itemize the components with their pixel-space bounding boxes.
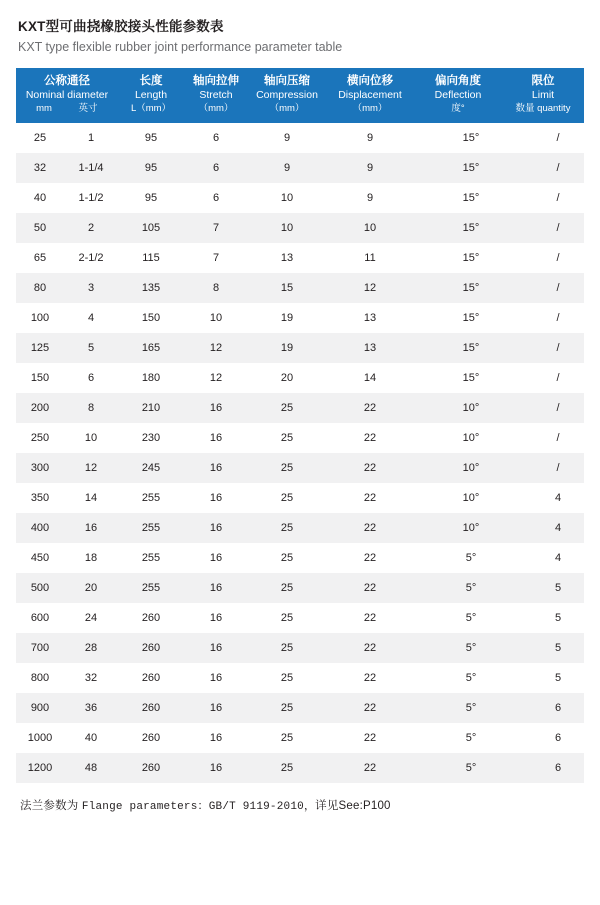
cell-nominal-diameter — [16, 153, 118, 183]
cell-nominal-diameter — [16, 213, 118, 243]
cell-nominal-diameter — [16, 363, 118, 393]
cell-displacement: 22 — [326, 693, 414, 723]
cell-displacement: 22 — [363, 612, 377, 624]
cell-length: 255 — [141, 552, 161, 564]
cell-stretch: 16 — [209, 492, 223, 504]
cell-diameter-inch: 14 — [84, 492, 98, 504]
cell-length: 255 — [118, 573, 184, 603]
cell-length: 260 — [141, 612, 161, 624]
cell-length: 260 — [141, 732, 161, 744]
column-stretch — [184, 68, 248, 123]
cell-diameter-inch: 28 — [84, 642, 98, 654]
column-stretch-zh: 轴向拉伸 — [193, 75, 239, 87]
cell-length: 210 — [118, 393, 184, 423]
cell-displacement: 11 — [364, 252, 376, 264]
page-title-en: KXT type flexible rubber joint performance parameter table — [18, 40, 343, 54]
table-row — [16, 483, 584, 513]
cell-nominal-diameter — [16, 123, 118, 153]
cell-limit: / — [502, 453, 584, 483]
cell-stretch: 7 — [212, 252, 220, 264]
cell-diameter-inch: 36 — [84, 702, 98, 714]
column-nominal-diameter-en: Nominal diameter — [25, 89, 109, 101]
cell-compression: 25 — [280, 432, 294, 444]
table-row — [16, 513, 584, 543]
cell-length: 95 — [144, 192, 158, 204]
cell-nominal-diameter — [16, 693, 118, 723]
cell-diameter-inch: 6 — [87, 372, 95, 384]
cell-compression: 25 — [248, 753, 326, 783]
column-nominal-diameter-unit — [18, 102, 116, 116]
cell-nominal-diameter — [16, 543, 118, 573]
cell-stretch: 16 — [209, 672, 223, 684]
cell-diameter-inch: 1 — [87, 132, 95, 144]
table-row — [16, 753, 584, 783]
cell-stretch: 16 — [184, 513, 248, 543]
cell-nominal-diameter — [16, 303, 118, 333]
footnote — [20, 797, 584, 813]
cell-deflection: 5° — [414, 693, 502, 723]
cell-diameter-inch: 8 — [87, 402, 95, 414]
cell-length: 260 — [118, 693, 184, 723]
cell-displacement: 13 — [326, 333, 414, 363]
cell-deflection: 5° — [465, 612, 477, 624]
cell-displacement: 22 — [326, 573, 414, 603]
cell-nominal-diameter — [16, 663, 118, 693]
cell-stretch: 12 — [184, 333, 248, 363]
cell-length: 95 — [144, 132, 158, 144]
cell-displacement: 22 — [326, 513, 414, 543]
cell-length: 260 — [118, 753, 184, 783]
table-row — [16, 333, 584, 363]
cell-length: 165 — [118, 333, 184, 363]
cell-stretch: 16 — [209, 612, 223, 624]
cell-limit: 4 — [554, 552, 562, 564]
cell-length: 180 — [141, 372, 161, 384]
cell-deflection: 5° — [414, 573, 502, 603]
cell-compression: 19 — [248, 333, 326, 363]
cell-compression: 25 — [248, 693, 326, 723]
cell-stretch: 7 — [184, 213, 248, 243]
cell-limit: / — [556, 312, 560, 324]
page-title-zh: KXT型可曲挠橡胶接头性能参数表 — [18, 19, 224, 34]
cell-limit: / — [556, 252, 560, 264]
cell-compression: 25 — [280, 672, 294, 684]
cell-deflection: 5° — [414, 633, 502, 663]
cell-displacement: 22 — [326, 393, 414, 423]
cell-length: 105 — [118, 213, 184, 243]
column-deflection — [414, 68, 502, 123]
column-deflection-en: Deflection — [434, 89, 482, 101]
cell-compression: 25 — [280, 492, 294, 504]
cell-stretch: 16 — [184, 573, 248, 603]
cell-diameter-inch: 2 — [87, 222, 95, 234]
footnote-suffix: 详见See:P100 — [315, 800, 391, 812]
cell-stretch: 16 — [184, 453, 248, 483]
cell-deflection: 15° — [462, 252, 480, 264]
cell-displacement: 22 — [363, 552, 377, 564]
cell-stretch: 6 — [212, 132, 220, 144]
cell-diameter-inch: 32 — [84, 672, 98, 684]
column-compression-unit: （mm） — [269, 103, 305, 114]
cell-displacement: 10 — [326, 213, 414, 243]
cell-displacement: 22 — [363, 732, 377, 744]
cell-limit: 4 — [554, 492, 562, 504]
column-deflection-zh: 偏向角度 — [435, 75, 481, 87]
column-length — [118, 68, 184, 123]
cell-nominal-diameter — [16, 423, 118, 453]
column-compression-en: Compression — [256, 89, 318, 101]
cell-compression: 15 — [248, 273, 326, 303]
table-row — [16, 213, 584, 243]
cell-stretch: 16 — [184, 633, 248, 663]
table-row — [16, 723, 584, 753]
cell-deflection: 15° — [414, 333, 502, 363]
cell-diameter-inch: 18 — [84, 552, 98, 564]
cell-displacement: 22 — [363, 432, 377, 444]
cell-length: 115 — [142, 252, 160, 264]
cell-limit: 6 — [502, 753, 584, 783]
cell-deflection: 5° — [465, 552, 477, 564]
table-header-row — [16, 68, 584, 123]
cell-diameter-inch: 24 — [84, 612, 98, 624]
cell-diameter-inch: 1-1/4 — [78, 162, 104, 174]
cell-displacement: 12 — [326, 273, 414, 303]
cell-deflection: 5° — [465, 732, 477, 744]
cell-nominal-diameter — [16, 633, 118, 663]
table-header — [16, 68, 584, 123]
cell-diameter-inch: 12 — [84, 462, 98, 474]
cell-limit: 6 — [554, 732, 562, 744]
cell-nominal-diameter — [16, 393, 118, 423]
cell-diameter-mm: 200 — [30, 402, 50, 414]
cell-deflection: 15° — [414, 153, 502, 183]
footnote-prefix: 法兰参数为 — [20, 800, 79, 812]
table-row — [16, 183, 584, 213]
cell-length: 150 — [141, 312, 161, 324]
cell-diameter-inch: 16 — [84, 522, 98, 534]
cell-deflection: 15° — [462, 132, 480, 144]
table-row — [16, 303, 584, 333]
cell-stretch: 16 — [184, 693, 248, 723]
cell-stretch: 8 — [184, 273, 248, 303]
cell-deflection: 10° — [414, 513, 502, 543]
cell-diameter-inch: 1-1/2 — [78, 192, 104, 204]
specification-table — [16, 68, 584, 783]
column-displacement — [326, 68, 414, 123]
cell-deflection: 15° — [414, 213, 502, 243]
cell-compression: 25 — [248, 633, 326, 663]
cell-stretch: 12 — [209, 372, 223, 384]
table-row — [16, 393, 584, 423]
cell-compression: 13 — [280, 252, 294, 264]
cell-nominal-diameter — [16, 183, 118, 213]
cell-diameter-inch: 5 — [87, 342, 95, 354]
cell-deflection: 5° — [414, 753, 502, 783]
cell-compression: 19 — [280, 312, 294, 324]
cell-limit: / — [502, 153, 584, 183]
table-row — [16, 663, 584, 693]
cell-nominal-diameter — [16, 453, 118, 483]
unit-inch: 英寸 — [78, 103, 98, 114]
cell-stretch: 16 — [184, 393, 248, 423]
cell-diameter-mm: 100 — [30, 312, 50, 324]
cell-deflection: 15° — [462, 192, 480, 204]
cell-limit: / — [556, 132, 560, 144]
cell-displacement: 9 — [326, 153, 414, 183]
column-limit-zh: 限位 — [531, 75, 555, 87]
cell-limit: / — [502, 393, 584, 423]
cell-length: 260 — [118, 633, 184, 663]
cell-limit: 5 — [502, 573, 584, 603]
cell-nominal-diameter — [16, 513, 118, 543]
cell-length: 255 — [141, 492, 161, 504]
cell-diameter-inch: 48 — [84, 762, 98, 774]
column-nominal-diameter-zh: 公称通径 — [44, 75, 90, 87]
cell-diameter-mm: 125 — [30, 342, 50, 354]
cell-limit: 5 — [554, 672, 562, 684]
cell-diameter-mm: 600 — [30, 612, 50, 624]
cell-limit: / — [556, 372, 560, 384]
table-row — [16, 363, 584, 393]
cell-stretch: 6 — [212, 192, 220, 204]
cell-displacement: 22 — [363, 672, 377, 684]
column-limit-en: Limit — [531, 89, 555, 101]
cell-limit: 4 — [502, 513, 584, 543]
cell-diameter-mm: 350 — [30, 492, 50, 504]
cell-nominal-diameter — [16, 243, 118, 273]
cell-length: 255 — [118, 513, 184, 543]
cell-nominal-diameter — [16, 573, 118, 603]
cell-limit: / — [502, 273, 584, 303]
cell-limit: / — [502, 213, 584, 243]
column-length-unit: L（mm） — [130, 103, 172, 114]
cell-diameter-inch: 40 — [84, 732, 98, 744]
table-body — [16, 123, 584, 783]
cell-diameter-mm: 500 — [30, 582, 50, 594]
table-row — [16, 633, 584, 663]
cell-compression: 9 — [283, 132, 291, 144]
column-displacement-en: Displacement — [338, 89, 402, 101]
cell-deflection: 15° — [462, 312, 480, 324]
table-row — [16, 123, 584, 153]
cell-compression: 25 — [248, 393, 326, 423]
cell-deflection: 5° — [465, 672, 477, 684]
cell-displacement: 9 — [366, 132, 374, 144]
cell-compression: 25 — [248, 453, 326, 483]
cell-limit: 6 — [502, 693, 584, 723]
cell-diameter-mm: 450 — [30, 552, 50, 564]
footnote-standard: Flange parameters：GB/T 9119-2010， — [81, 801, 316, 813]
cell-nominal-diameter — [16, 273, 118, 303]
cell-stretch: 16 — [209, 552, 223, 564]
column-length-en: Length — [134, 89, 168, 101]
cell-displacement: 22 — [363, 492, 377, 504]
cell-stretch: 6 — [184, 153, 248, 183]
cell-nominal-diameter — [16, 603, 118, 633]
column-stretch-en: Stretch — [199, 89, 233, 101]
cell-deflection: 15° — [462, 372, 480, 384]
cell-length: 135 — [118, 273, 184, 303]
column-deflection-unit: 度° — [451, 103, 465, 114]
cell-limit: 5 — [554, 612, 562, 624]
table-row — [16, 603, 584, 633]
cell-length: 260 — [141, 672, 161, 684]
cell-compression: 9 — [248, 153, 326, 183]
cell-displacement: 14 — [363, 372, 377, 384]
cell-nominal-diameter — [16, 483, 118, 513]
cell-diameter-mm: 25 — [33, 132, 47, 144]
cell-limit: / — [556, 432, 560, 444]
cell-deflection: 10° — [462, 432, 480, 444]
cell-diameter-mm: 1200 — [27, 762, 53, 774]
column-compression-zh: 轴向压缩 — [264, 75, 310, 87]
cell-compression: 20 — [280, 372, 294, 384]
column-stretch-unit: （mm） — [198, 103, 234, 114]
cell-displacement: 13 — [363, 312, 377, 324]
cell-compression: 25 — [248, 573, 326, 603]
column-compression — [248, 68, 326, 123]
cell-deflection: 10° — [462, 492, 480, 504]
cell-limit: / — [502, 333, 584, 363]
cell-diameter-mm: 40 — [33, 192, 47, 204]
cell-diameter-mm: 250 — [30, 432, 50, 444]
cell-deflection: 10° — [414, 453, 502, 483]
cell-diameter-mm: 50 — [33, 222, 47, 234]
cell-length: 245 — [118, 453, 184, 483]
cell-diameter-mm: 150 — [30, 372, 50, 384]
cell-limit: / — [556, 192, 560, 204]
table-row — [16, 573, 584, 603]
cell-diameter-mm: 65 — [33, 252, 47, 264]
cell-compression: 25 — [280, 552, 294, 564]
table-row — [16, 543, 584, 573]
cell-diameter-mm: 80 — [33, 282, 47, 294]
cell-compression: 25 — [280, 732, 294, 744]
cell-length: 230 — [141, 432, 161, 444]
cell-displacement: 22 — [326, 453, 414, 483]
table-row — [16, 153, 584, 183]
cell-compression: 25 — [280, 612, 294, 624]
cell-displacement: 9 — [366, 192, 374, 204]
cell-diameter-mm: 300 — [30, 462, 50, 474]
cell-diameter-mm: 900 — [30, 702, 50, 714]
column-nominal-diameter — [16, 68, 118, 123]
table-row — [16, 423, 584, 453]
cell-compression: 25 — [248, 513, 326, 543]
cell-diameter-inch: 10 — [84, 432, 98, 444]
table-row — [16, 453, 584, 483]
cell-displacement: 22 — [326, 633, 414, 663]
unit-mm: mm — [36, 103, 52, 114]
cell-deflection: 10° — [414, 393, 502, 423]
column-displacement-zh: 横向位移 — [347, 75, 393, 87]
cell-displacement: 22 — [326, 753, 414, 783]
cell-length: 95 — [118, 153, 184, 183]
cell-nominal-diameter — [16, 723, 118, 753]
cell-stretch: 16 — [209, 432, 223, 444]
table-row — [16, 243, 584, 273]
column-length-zh: 长度 — [139, 75, 163, 87]
cell-stretch: 16 — [209, 732, 223, 744]
cell-limit: 5 — [502, 633, 584, 663]
cell-diameter-inch: 4 — [87, 312, 95, 324]
cell-diameter-inch: 2-1/2 — [78, 252, 104, 264]
cell-diameter-mm: 700 — [30, 642, 50, 654]
cell-diameter-mm: 400 — [30, 522, 50, 534]
cell-diameter-mm: 32 — [33, 162, 47, 174]
cell-deflection: 15° — [414, 273, 502, 303]
cell-stretch: 16 — [184, 753, 248, 783]
cell-stretch: 10 — [209, 312, 223, 324]
cell-compression: 10 — [248, 213, 326, 243]
column-limit — [502, 68, 584, 123]
cell-diameter-inch: 3 — [87, 282, 95, 294]
table-row — [16, 693, 584, 723]
cell-diameter-mm: 800 — [30, 672, 50, 684]
column-limit-unit: 数量 quantity — [515, 103, 571, 114]
cell-compression: 10 — [280, 192, 294, 204]
table-row — [16, 273, 584, 303]
cell-nominal-diameter — [16, 753, 118, 783]
cell-diameter-mm: 1000 — [27, 732, 53, 744]
cell-diameter-inch: 20 — [84, 582, 98, 594]
column-displacement-unit: （mm） — [352, 103, 388, 114]
cell-nominal-diameter — [16, 333, 118, 363]
